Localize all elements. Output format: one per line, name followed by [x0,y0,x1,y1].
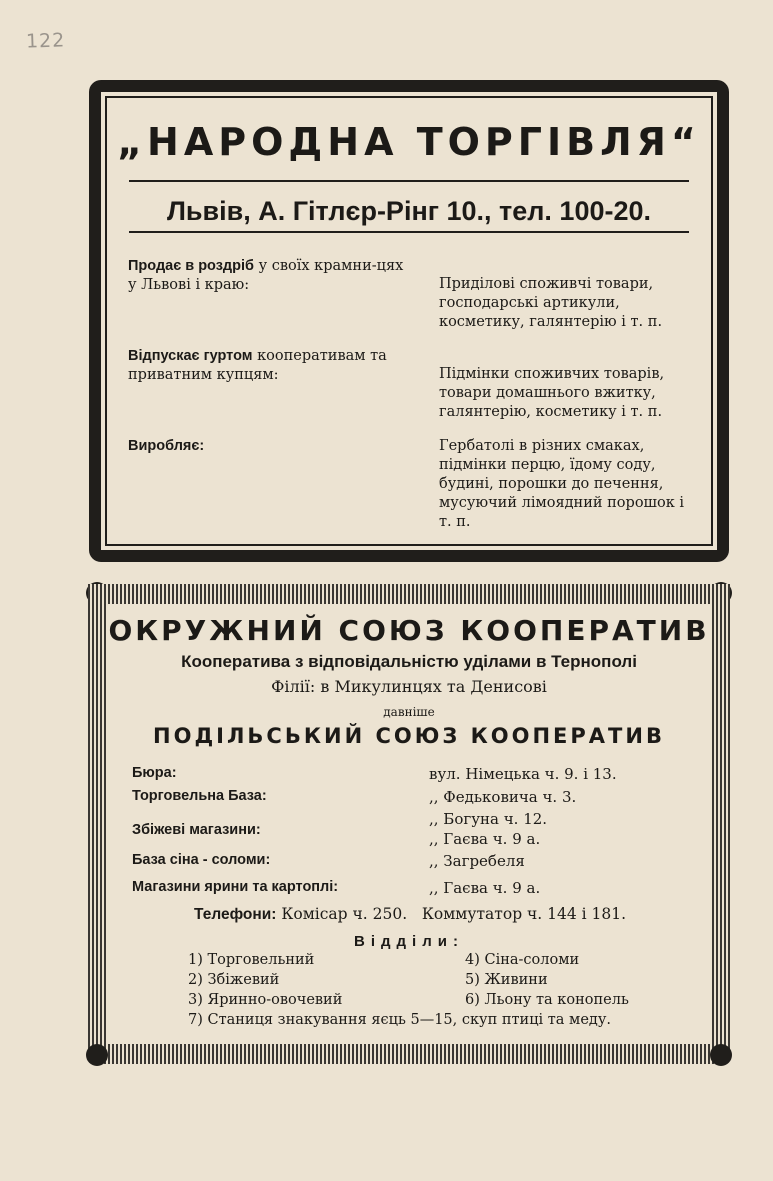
ad1-inner-frame [105,96,713,546]
department-item: 6) Льону та конопель [465,992,629,1008]
location-label: Торговельна База: [132,788,267,804]
ad1-row-label-bold: Продає в роздріб [128,258,254,274]
ad1-row-label-bold: Відпускає гуртом [128,348,253,364]
corner-ornament [86,1044,108,1066]
ad-okruzhnyi-soiuz [88,584,730,1064]
phones-value: Комісар ч. 250. Коммутатор ч. 144 і 181. [281,905,627,923]
department-item: 7) Станиця знакування яєць 5—15, скуп птиці та меду. [188,1012,611,1028]
page-number: 122 [25,29,66,53]
location-value: ,, Гаєва ч. 9 а. [429,830,541,848]
location-value: ,, Богуна ч. 12. [429,810,548,828]
department-item: 2) Збіжевий [188,972,280,988]
departments-title: Відділи: [354,933,464,950]
department-item: 4) Сіна-соломи [465,952,580,968]
location-value: ,, Федьковича ч. 3. [429,788,577,806]
ad2-inner-panel [108,604,710,1044]
location-value: ,, Загребеля [429,852,525,870]
ad2-subtitle: Кооператива з відповідальністю уділами в Тернополі [181,652,637,671]
location-label: Збіжеві магазини: [132,822,261,838]
phones-label: Телефони: [194,906,277,923]
ad-narodna-torgivlya [89,80,729,562]
ad1-row-value: Приділові споживчі товари, господарські артикули, косметику, галянтерію і т. п. [439,276,663,330]
ad2-former-name: ПОДІЛЬСЬКИЙ СОЮЗ КООПЕРАТИВ [153,724,665,748]
location-value: ,, Гаєва ч. 9 а. [429,879,541,897]
location-label: Бюра: [132,765,177,781]
ad1-row-label-bold: Виробляє: [128,438,205,454]
corner-ornament [710,1044,732,1066]
ad1-row-label-rest: у своїх крамни-цях у Львові і краю: [128,258,404,293]
ad1-row-value: Гербатолі в різних смаках, підмінки перцю, їдому соду, будині, порошки до печення, мусуючий лімоядний порошок і т. п. [439,438,685,530]
ad1-title: „НАРОДНА ТОРГІВЛЯ“ [117,120,701,164]
department-item: 3) Яринно-овочевий [188,992,343,1008]
ad2-title: ОКРУЖНИЙ СОЮЗ КООПЕРАТИВ [108,614,710,647]
location-value: вул. Німецька ч. 9. і 13. [429,765,617,783]
ad2-formerly-label: давніше [383,705,435,719]
department-item: 5) Живини [465,972,548,988]
ad1-address: Львів, А. Гітлєр-Рінг 10., тел. 100-20. [166,196,652,226]
ad1-row-label-rest: кооперативам та приватним купцям: [128,348,387,383]
department-item: 1) Торговельний [188,952,315,968]
ad1-row-label [128,437,413,456]
ad1-row-label [128,257,413,295]
ad1-rule-top [129,180,689,182]
location-label: Магазини ярини та картоплі: [132,879,339,895]
location-label: База сіна - соломи: [132,852,271,868]
ad2-branches: Філії: в Микулинцях та Денисові [271,677,547,696]
ad1-row-label [128,347,413,385]
ad1-rule-bottom [129,231,689,233]
phones-line [194,905,626,924]
ad1-row-value: Підмінки споживчих товарів, товари домашнього вжитку, галянтерію, косметику і т. п. [439,366,665,420]
